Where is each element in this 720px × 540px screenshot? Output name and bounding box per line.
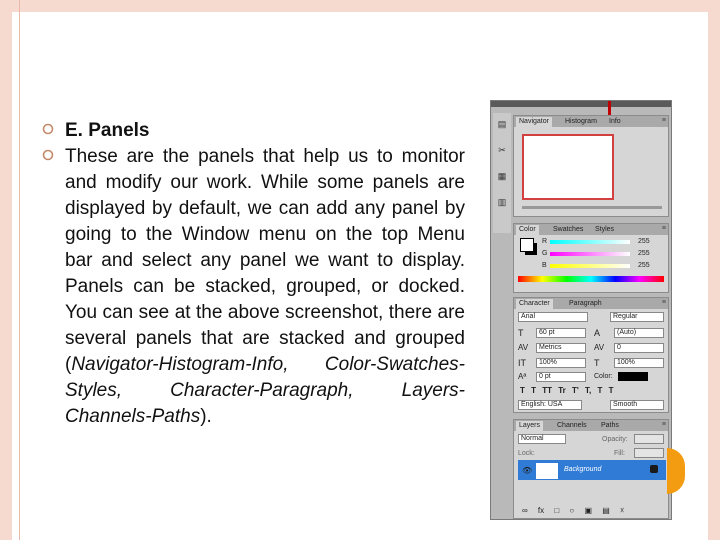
layer-row-background[interactable] bbox=[518, 460, 666, 480]
color-tab-bar bbox=[514, 224, 668, 235]
leading-field[interactable]: (Auto) bbox=[614, 328, 664, 338]
b-value[interactable]: 255 bbox=[638, 262, 650, 269]
red-marker bbox=[608, 101, 611, 115]
slide-border-top bbox=[12, 0, 720, 12]
slide-decoration-tab bbox=[667, 448, 685, 494]
tracking-icon: AV bbox=[594, 343, 605, 352]
g-slider[interactable] bbox=[550, 252, 630, 256]
opacity-label: Opacity: bbox=[602, 436, 628, 443]
opacity-field[interactable] bbox=[634, 434, 664, 444]
tab-histogram[interactable]: Histogram bbox=[565, 118, 597, 125]
slide-border-right bbox=[708, 0, 720, 540]
leading-icon: A bbox=[594, 328, 601, 338]
tab-navigator[interactable]: Navigator bbox=[516, 117, 552, 127]
layers-tab-bar bbox=[514, 420, 668, 431]
fill-label: Fill: bbox=[614, 450, 625, 457]
type-style-buttons[interactable]: T T TT Tr T' T, T T bbox=[520, 386, 614, 395]
b-label: B bbox=[542, 262, 547, 269]
slide-inner-line bbox=[19, 0, 20, 540]
tab-info[interactable]: Info bbox=[609, 118, 621, 125]
color-spectrum-bar[interactable] bbox=[518, 276, 664, 282]
kerning-icon: AV bbox=[518, 343, 529, 352]
r-value[interactable]: 255 bbox=[638, 238, 650, 245]
vertical-scale-icon: IT bbox=[518, 358, 526, 368]
paragraph-text: These are the panels that help us to monitor and modify our work. While some panels are displayed by default, we can add any panel by going to the Window menu on the top Menu bar and select any panel we want to display. Panels can be stacked, grouped, or docked. You can see at the above screenshot, there are several panels that are stacked and grouped ( bbox=[65, 146, 465, 375]
g-label: G bbox=[542, 250, 548, 257]
g-value[interactable]: 255 bbox=[638, 250, 650, 257]
navigator-panel-group bbox=[513, 115, 669, 217]
history-icon[interactable]: ▦ bbox=[497, 171, 507, 181]
bullet-paragraph bbox=[65, 144, 465, 430]
r-label: R bbox=[542, 238, 548, 245]
tab-swatches[interactable]: Swatches bbox=[553, 226, 584, 233]
panel-menu-icon[interactable]: ≡ bbox=[661, 117, 666, 124]
panel-menu-icon[interactable]: ≡ bbox=[661, 225, 666, 232]
panel-menu-icon[interactable]: ≡ bbox=[661, 421, 666, 428]
baseline-shift-field[interactable]: 0 pt bbox=[536, 372, 586, 382]
lock-icon bbox=[650, 465, 658, 473]
r-slider[interactable] bbox=[550, 240, 630, 244]
antialias-select[interactable]: Smooth bbox=[610, 400, 664, 410]
language-select[interactable]: English: USA bbox=[518, 400, 582, 410]
horizontal-scale-icon: T bbox=[594, 358, 600, 368]
tab-character[interactable]: Character bbox=[516, 299, 553, 309]
baseline-icon: Aª bbox=[518, 372, 527, 381]
panel-dock-header bbox=[491, 101, 671, 107]
layers-panel-group bbox=[513, 419, 669, 519]
navigator-preview[interactable] bbox=[522, 134, 614, 200]
tab-paths[interactable]: Paths bbox=[601, 422, 619, 429]
paragraph-italic-text: Navigator-Histogram-Info, Color-Swatches-Styles, Character-Paragraph, Layers-Channels-Paths bbox=[65, 354, 465, 427]
zoom-slider[interactable] bbox=[522, 206, 662, 209]
bullet-item-description bbox=[40, 144, 465, 430]
character-tab-bar bbox=[514, 298, 668, 309]
layer-thumbnail bbox=[536, 463, 558, 479]
info-icon[interactable]: ✂ bbox=[498, 145, 506, 155]
character-panel-group bbox=[513, 297, 669, 413]
tab-styles[interactable]: Styles bbox=[595, 226, 615, 233]
layer-name[interactable]: Background bbox=[564, 466, 602, 473]
bullet-circle-icon bbox=[42, 149, 56, 163]
bullet-heading: E. Panels bbox=[65, 120, 150, 141]
paragraph-text-end: ). bbox=[200, 406, 212, 427]
visibility-eye-icon[interactable]: 👁 bbox=[522, 466, 533, 475]
actions-icon[interactable]: ▥ bbox=[497, 197, 507, 207]
tab-color[interactable]: Color bbox=[516, 225, 539, 235]
layers-bottom-icons[interactable]: ∞ fx □ ○ ▣ ▤ ☓ bbox=[522, 506, 625, 515]
bullet-list bbox=[40, 118, 465, 430]
color-panel-group bbox=[513, 223, 669, 293]
font-family-select[interactable]: Arial bbox=[518, 312, 588, 322]
panel-menu-icon[interactable]: ≡ bbox=[661, 299, 666, 306]
tab-paragraph[interactable]: Paragraph bbox=[569, 300, 602, 307]
vertical-scale-field[interactable]: 100% bbox=[536, 358, 586, 368]
font-style-select[interactable]: Regular bbox=[610, 312, 664, 322]
text-color-swatch[interactable] bbox=[618, 372, 648, 381]
foreground-color-swatch[interactable] bbox=[520, 238, 534, 252]
collapsed-icon-strip bbox=[493, 113, 511, 233]
tab-layers[interactable]: Layers bbox=[516, 421, 543, 431]
kerning-field[interactable]: Metrics bbox=[536, 343, 586, 353]
font-size-field[interactable]: 60 pt bbox=[536, 328, 586, 338]
fill-field[interactable] bbox=[634, 448, 664, 458]
lock-label: Lock: bbox=[518, 450, 535, 457]
navigator-icon[interactable]: ▤ bbox=[497, 119, 507, 129]
font-size-icon: T bbox=[518, 328, 524, 338]
blend-mode-select[interactable]: Normal bbox=[518, 434, 566, 444]
slide-border-left bbox=[0, 0, 12, 540]
tracking-field[interactable]: 0 bbox=[614, 343, 664, 353]
navigator-tab-bar bbox=[514, 116, 668, 127]
b-slider[interactable] bbox=[550, 264, 630, 268]
bullet-item-panels bbox=[40, 118, 465, 144]
horizontal-scale-field[interactable]: 100% bbox=[614, 358, 664, 368]
tab-channels[interactable]: Channels bbox=[557, 422, 587, 429]
color-label: Color: bbox=[594, 373, 613, 380]
photoshop-panels-screenshot bbox=[490, 100, 672, 520]
bullet-circle-icon bbox=[42, 123, 56, 137]
